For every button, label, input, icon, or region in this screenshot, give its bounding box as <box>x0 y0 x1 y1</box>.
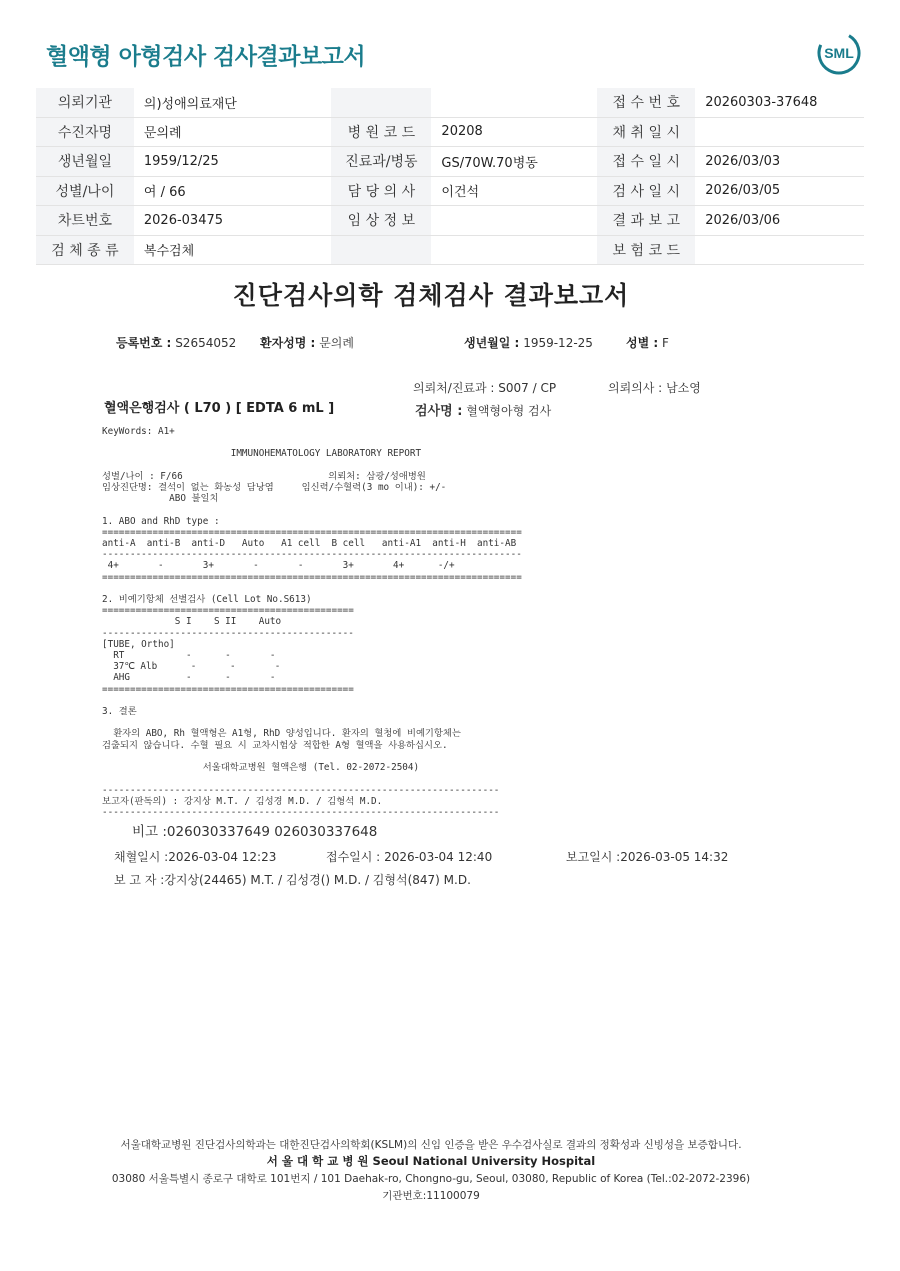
info-value: 문의례 <box>134 117 331 147</box>
info-row <box>36 206 864 236</box>
footer-address: 03080 서울특별시 종로구 대학로 101번지 / 101 Daehak-ro, Chongno-gu, Seoul, 03080, Republic of Korea (Tel.:02-2072-2396) <box>111 1173 751 1185</box>
info-row <box>36 176 864 206</box>
info-label: 임 상 정 보 <box>331 206 431 236</box>
info-label <box>331 88 431 117</box>
info-value <box>695 117 864 147</box>
info-value: 2026/03/05 <box>695 176 864 206</box>
info-label <box>331 235 431 265</box>
info-value <box>431 235 597 265</box>
info-label: 병 원 코 드 <box>331 117 431 147</box>
info-value: 복수검체 <box>134 235 331 265</box>
info-row <box>36 147 864 177</box>
collection-time: 채혈일시 :2026-03-04 12:23 <box>114 850 277 864</box>
info-row <box>36 117 864 147</box>
info-label: 검 체 종 류 <box>36 235 134 265</box>
info-value: 20260303-37648 <box>695 88 864 117</box>
receipt-time: 접수일시 : 2026-03-04 12:40 <box>326 850 493 864</box>
test-name: 검사명 : 혈액형아형 검사 <box>415 404 552 419</box>
info-row <box>36 235 864 265</box>
sml-logo <box>816 30 862 76</box>
info-label: 의뢰기관 <box>36 88 134 117</box>
info-label: 보 험 코 드 <box>597 235 695 265</box>
info-value: GS/70W.70병동 <box>431 147 597 177</box>
footer-hospital-name: 서 울 대 학 교 병 원 Seoul National University Hospital <box>266 1154 596 1168</box>
info-label: 담 당 의 사 <box>331 176 431 206</box>
immunohematology-report-body: KeyWords: A1+ IMMUNOHEMATOLOGY LABORATORY REPORT 성별/나이 : F/66 의뢰처: 삼광/성애병원 임상진단명: 결석이 없는 화농성 담낭염 임신력/수혈력(3 mo 이내): +/- ABO 불일치 1. ABO and RhD type : =========================================================================== anti-A anti-B anti-D Auto A1 cell B cell anti-A1 anti-H anti-AB --------------------------------------------------------------------------- 4+ - 3+ - - 3+ 4+ -/+ =========================================================================== 2. 비예기항체 선별검사 (Cell Lot No.S613) ============================================= S I S II Auto --------------------------------------------- [TUBE, Ortho] RT - - - 37℃ Alb - - - AHG - - - ============================================= 3. 결론 환자의 ABO, Rh 혈액형은 A1형, RhD 양성입니다. 환자의 혈청에 비예기항체는 검출되지 않습니다. 수혈 필요 시 교차시험상 적합한 A형 혈액을 사용하십시오. 서울대학교병원 혈액은행 (Tel. 02-2072-2504) ----------------------------------------------------------------------- 보고자(판독의) : 강지상 M.T. / 김성경 M.D. / 김형석 M.D. ----------------------------------------------------------------------- <box>102 426 522 818</box>
info-row <box>36 88 864 117</box>
registration-number: 등록번호 : S2654052 <box>116 336 237 350</box>
logo-text: SML <box>824 45 854 61</box>
patient-sex: 성별 : F <box>626 336 669 350</box>
requesting-department: 의뢰처/진료과 : S007 / CP <box>413 381 557 395</box>
info-value: 2026/03/06 <box>695 206 864 236</box>
patient-name: 환자성명 : 문의례 <box>260 336 354 350</box>
info-value <box>695 235 864 265</box>
document-title: 혈액형 아형검사 검사결과보고서 <box>46 44 366 70</box>
info-label: 진료과/병동 <box>331 147 431 177</box>
info-value <box>431 88 597 117</box>
info-value: 의)성애의료재단 <box>134 88 331 117</box>
info-value: 2026/03/03 <box>695 147 864 177</box>
info-value <box>431 206 597 236</box>
request-info-table <box>36 88 864 265</box>
info-value: 여 / 66 <box>134 176 331 206</box>
info-value: 20208 <box>431 117 597 147</box>
requesting-doctor: 의뢰의사 : 남소영 <box>608 381 701 395</box>
info-value: 1959/12/25 <box>134 147 331 177</box>
patient-dob: 생년월일 : 1959-12-25 <box>464 336 593 350</box>
info-label: 생년월일 <box>36 147 134 177</box>
info-label: 접 수 일 시 <box>597 147 695 177</box>
reporters: 보 고 자 :강지상(24465) M.T. / 김성경() M.D. / 김형석(847) M.D. <box>114 873 471 887</box>
info-value: 이건석 <box>431 176 597 206</box>
footer-certification: 서울대학교병원 진단검사의학과는 대한진단검사의학회(KSLM)의 신임 인증을 받은 우수검사실로 결과의 정확성과 신빙성을 보증합니다. <box>120 1139 742 1151</box>
footer-institution-code: 기관번호:11100079 <box>382 1190 480 1202</box>
remarks: 비고 :026030337649 026030337648 <box>132 824 378 840</box>
info-label: 수진자명 <box>36 117 134 147</box>
report-time: 보고일시 :2026-03-05 14:32 <box>566 850 729 864</box>
test-category-title: 혈액은행검사 ( L70 ) [ EDTA 6 mL ] <box>104 401 335 416</box>
info-label: 결 과 보 고 <box>597 206 695 236</box>
info-label: 차트번호 <box>36 206 134 236</box>
info-label: 검 사 일 시 <box>597 176 695 206</box>
info-value: 2026-03475 <box>134 206 331 236</box>
info-label: 성별/나이 <box>36 176 134 206</box>
report-title: 진단검사의학 검체검사 결과보고서 <box>232 281 630 310</box>
info-label: 접 수 번 호 <box>597 88 695 117</box>
info-label: 채 취 일 시 <box>597 117 695 147</box>
